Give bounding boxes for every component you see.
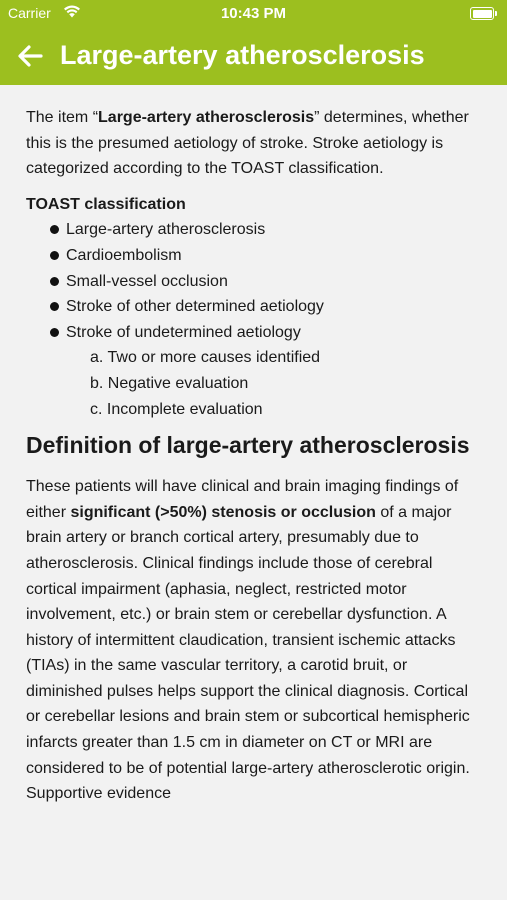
page-title: Large-artery atherosclerosis [60,40,425,70]
toast-list [26,217,481,345]
status-time: 10:43 PM [220,5,287,22]
intro-suffix: ” determines, whether this is the presumed aetiology of stroke. Stroke aetiology is categorized according to the TOAST classification. [26,109,469,178]
definition-bold: significant (>50%) stenosis or occlusion [70,503,376,521]
list-item: Cardioembolism [50,243,481,269]
sub-list-item: c. Incomplete evaluation [90,400,263,418]
list-item: Small-vessel occlusion [50,269,481,295]
nav-bar [0,28,507,85]
sub-list-item: a. Two or more causes identified [90,349,321,367]
intro-prefix: The item “ [26,109,99,126]
definition-text-2: of a major brain artery or branch cortical artery, presumably due to atherosclerosis. Clinical findings include those of cerebral cortical impairment (aphasia, neglect, restricted motor involvement, etc.) or brain stem or cerebellar dysfunction. A history of intermittent claudication, transient ischemic attacks (TIAs) in the same vascular territory, a carotid bruit, or diminished pulses helps support the clinical diagnosis. Cortical or cerebellar lesions and brain stem or subcortical hemispheric infarcts greater than 1.5 cm in diameter on CT or MRI are considered to be of potential large-artery atherosclerotic origin. Supportive evidence [26,503,470,803]
article-content [0,85,507,807]
status-bar [0,0,507,28]
definition-text-1: These patients will have clinical and brain imaging findings of either [26,478,459,521]
undetermined-sublist [26,345,481,422]
app-header [0,0,507,85]
intro-paragraph [26,105,481,182]
back-arrow-icon[interactable] [16,42,44,70]
list-item: Large-artery atherosclerosis [50,217,481,243]
toast-heading: TOAST classification [26,195,186,213]
battery-icon [470,7,494,20]
definition-heading: Definition of large-artery atherosclerosis [26,432,470,459]
list-item: Stroke of other determined aetiology [50,294,481,320]
intro-term: Large-artery atherosclerosis [98,109,315,126]
definition-paragraph [26,474,481,807]
list-item: Stroke of undetermined aetiology [50,320,481,346]
carrier-label: Carrier [8,5,51,21]
sub-list-item: b. Negative evaluation [90,374,249,392]
